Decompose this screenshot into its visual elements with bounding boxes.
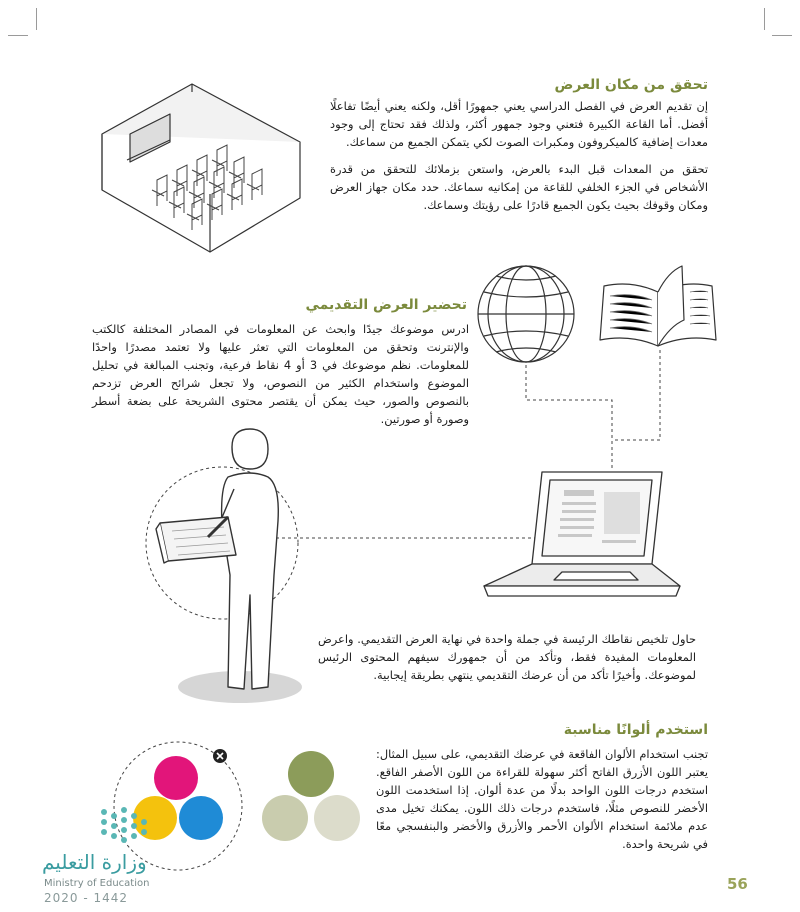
venue-heading: تحقق من مكان العرض (554, 77, 708, 93)
green-dark-circle (288, 751, 334, 797)
venue-paragraph-1: إن تقديم العرض في الفصل الدراسي يعني جمهورًا أقل، ولكنه يعني أيضًا تفاعلًا أفضل. أما القاعة الكبيرة فتعني وجود جمهور أكثر، ولذلك فقد تحتاج إلى وجود معدات إضافية كالميكروفون ومكبرات الصوت لكي يتمكن الجميع من سماعك. (330, 99, 708, 149)
logo-year-text: 2020 - 1442 (44, 891, 129, 905)
logo-arabic-text: وزارة التعليم (42, 850, 147, 874)
green-pale-circle (314, 795, 360, 841)
logo-english-text: Ministry of Education (44, 878, 150, 889)
ministry-logo (42, 800, 192, 905)
page-number: 56 (727, 875, 748, 893)
colors-paragraph: تجنب استخدام الألوان الفاقعة في عرضك التقديمي، على سبيل المثال: يعتبر اللون الأزرق الفاتح أكثر سهولة للقراءة من اللون الأصفر الفاقع. استخدم درجات اللون الواحد بدلًا من عدة ألوان. إذا استخدمت اللون الأخضر للنصوص مثلًا، فاستخدم درجات ذلك اللون. يمكنك تخيل مدى عدم ملائمة استخدام الألوان الأحمر والأزرق والأخضر والبنفسجي معًا في شريحة واحدة. (376, 747, 708, 851)
colors-heading: استخدم ألوانًا مناسبة (563, 722, 708, 738)
logo-dots-icon (98, 802, 188, 852)
venue-paragraph-2: تحقق من المعدات قبل البدء بالعرض، واستعن بزملائك للتحقق من قدرة الأشخاص في الجزء الخلفي للقاعة من إمكانيه سماعك. حدد مكان جهاز العرض ومكان وقوفك بحيث يكون الجميع قادرًا على رؤيتك وسماعك. (330, 162, 708, 212)
green-shades-illustration (255, 748, 370, 848)
magenta-circle (154, 756, 198, 800)
green-light-circle (262, 795, 308, 841)
laptop-icon (480, 468, 685, 608)
presenter-illustration (140, 425, 340, 715)
prepare-heading: تحضير العرض التقديمي (305, 297, 467, 313)
prepare-paragraph: ادرس موضوعك جيدًا وابحث عن المعلومات في المصادر المختلفة كالكتب والإنترنت وتحقق من المعلومات التي تعثر عليها ولا تعتمد مصدرًا واحدًا للمعلومات. نظم موضوعك في 3 أو 4 نقاط فرعية، وتجنب المبالغة في تحليل الموضوع واستخدام الكثير من النصوص، ولا تجعل شرائح العرض تزدحم بالنصوص والصور، حيث يمكن أن يقتصر محتوى الشريحة على بضعة أسطر وصورة أو صورتين. (92, 322, 469, 426)
summary-paragraph: حاول تلخيص نقاطك الرئيسة في جملة واحدة في نهاية العرض التقديمي. واعرض المعلومات المفيدة فقط، وتأكد من أن جمهورك سيفهم المحتوى الرئيس لموضوعك. وأخيرًا تأكد من أن عرضك التقديمي ينتهي بطريقة إيجابية. (318, 632, 696, 682)
